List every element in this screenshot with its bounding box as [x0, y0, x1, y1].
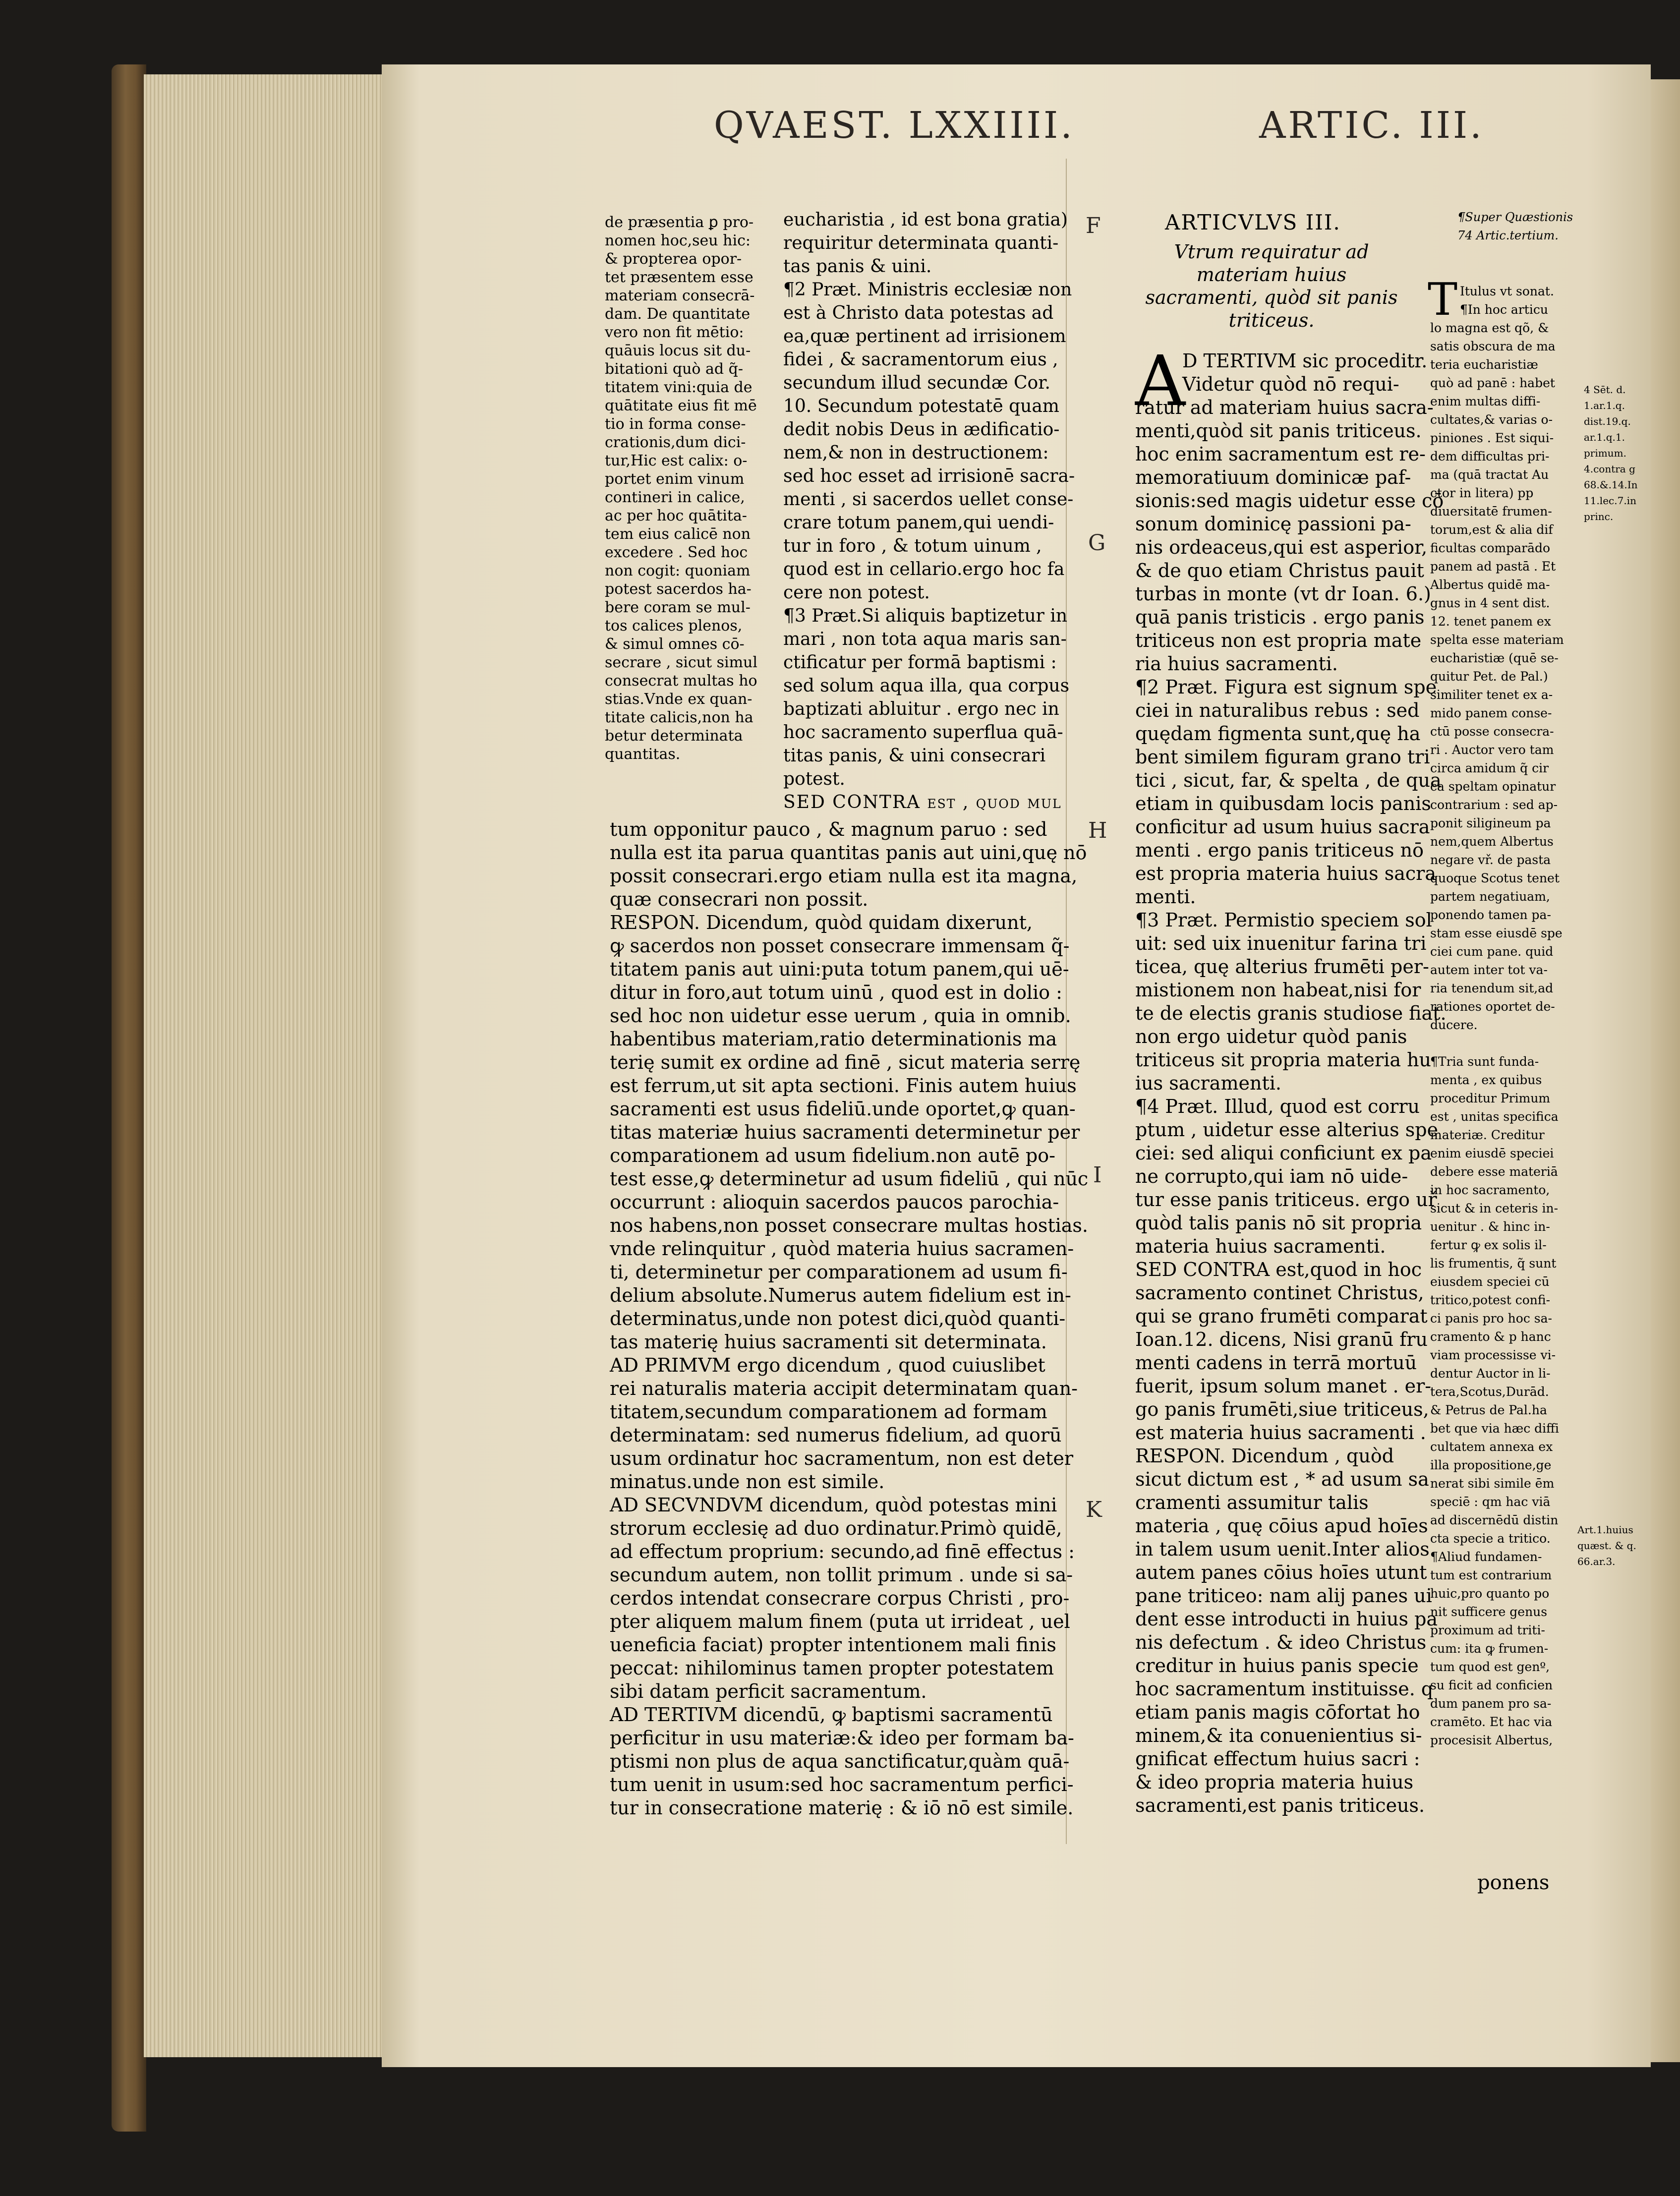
text-line: uit: sed uix inuenitur farina tri	[1135, 932, 1427, 954]
text-line: ad effectum proprium: secundo,ad finē effectus :	[610, 1541, 1075, 1562]
text-line: triticeus sit propria materia hu	[1135, 1049, 1432, 1071]
text-line: tritico,potest confi-	[1430, 1293, 1551, 1307]
text-line: occurrunt : alioquin sacerdos paucos parochia-	[610, 1191, 1059, 1213]
text-line: rei naturalis materia accipit determinatam quan-	[610, 1378, 1078, 1399]
text-line: triticeus.	[1228, 309, 1315, 331]
text-line: qui se grano frumēti comparat	[1135, 1305, 1428, 1327]
text-line: panem ad pastā . Et	[1430, 559, 1556, 574]
text-line: secundum autem, non tollit primum . unde si sa-	[610, 1564, 1073, 1586]
text-line: te de electis granis studiose fiat.	[1135, 1002, 1447, 1024]
section-marker-f: F	[1086, 213, 1101, 238]
text-line: determinatam: sed numerus fidelium, ad quorū	[610, 1424, 1062, 1446]
text-line: ficultas comparādo	[1430, 541, 1551, 555]
text-line: ¶4 Præt. Illud, quod est corru	[1135, 1096, 1420, 1117]
text-line: ca speltam opinatur	[1430, 779, 1556, 794]
text-line: strorum ecclesię ad duo ordinatur.Primò quidē,	[610, 1517, 1062, 1539]
text-line: & simul omnes cō-	[605, 636, 745, 653]
running-head-article: ARTIC. III.	[1259, 104, 1484, 147]
text-line: nerat sibi simile ēm	[1430, 1476, 1555, 1491]
commentary-heading	[1457, 208, 1573, 245]
text-line: fertur ꝙ ex solis il-	[1430, 1238, 1547, 1252]
text-line: gnus in 4 sent dist.	[1430, 596, 1550, 610]
text-line: titas materiæ huius sacramenti determinetur per	[610, 1121, 1080, 1143]
commentary-column	[1430, 283, 1564, 1750]
book-cover	[112, 64, 146, 2132]
text-line: tur,Hic est calix: o-	[605, 452, 748, 469]
text-line: hoc enim sacramentum est re-	[1135, 443, 1426, 465]
text-line: betur determinata	[605, 727, 743, 745]
text-line: ma (quā tractat Au	[1430, 467, 1549, 482]
text-line: Ioan.12. dicens, Nisi granū fru	[1135, 1329, 1428, 1350]
text-line: AD SECVNDVM dicendum, quòd potestas mini	[610, 1494, 1057, 1516]
text-line: excedere . Sed hoc	[605, 544, 748, 561]
text-line: sed hoc non uidetur esse uerum , quia in omnib.	[610, 1005, 1071, 1027]
text-line: titatem panis aut uini:puta totum panem,qui uē-	[610, 958, 1069, 980]
text-line: habentibus materiam,ratio determinationis ma	[610, 1028, 1057, 1050]
text-line: minem,& ita conuenientius si-	[1135, 1725, 1422, 1746]
text-line: ctificatur per formā baptismi :	[783, 652, 1057, 673]
margin-notes-top	[1584, 382, 1638, 524]
text-line: huic,pro quanto po	[1430, 1586, 1550, 1601]
article-heading: ARTICVLVS III.	[1165, 210, 1341, 234]
text-line: eucharistia , id est bona gratia)	[783, 210, 1068, 230]
text-line: mistionem non habeat,nisi for	[1135, 979, 1421, 1001]
text-line: fidei , & sacramentorum eius ,	[783, 349, 1058, 370]
text-line: tum uenit in usum:sed hoc sacramentum perfici-	[610, 1774, 1074, 1795]
text-line: ponendo tamen pa-	[1430, 908, 1551, 922]
text-line: non ergo uidetur quòd panis	[1135, 1026, 1407, 1047]
text-line: Vtrum requiratur ad materiam huius	[1174, 241, 1369, 286]
text-line: ria tenendum sit,ad	[1430, 981, 1554, 995]
text-line: rationes oportet de-	[1430, 999, 1555, 1014]
text-line: tur esse panis triticeus. ergo uř	[1135, 1189, 1437, 1211]
text-line: 68.&.14.In	[1584, 479, 1638, 491]
text-line: illa propositione,ge	[1430, 1458, 1552, 1472]
text-line: comparationem ad usum fidelium.non autē po-	[610, 1145, 1055, 1166]
text-line: 10. Secundum potestatē quam	[783, 396, 1059, 416]
text-line: menti,quòd sit panis triticeus.	[1135, 420, 1422, 442]
text-line: est materia huius sacramenti .	[1135, 1422, 1426, 1444]
text-line: sionis:sed magis uidetur esse cō	[1135, 490, 1444, 512]
text-line: usum ordinatur hoc sacramentum, non est deter	[610, 1447, 1074, 1469]
text-line: Art.1.huius	[1577, 1524, 1633, 1536]
text-line: ptismi non plus de aqua sanctificatur,quàm quā-	[610, 1750, 1070, 1772]
text-line: 12. tenet panem ex	[1430, 614, 1551, 629]
text-line: ponit siligineum pa	[1430, 816, 1551, 830]
text-line: tum quod est genº,	[1430, 1660, 1550, 1674]
text-line: materia huius sacramenti.	[1135, 1235, 1386, 1257]
text-line: tum est contrarium	[1430, 1568, 1552, 1582]
text-line: sed hoc esset ad irrisionē sacra-	[783, 466, 1075, 486]
text-line: su ficit ad conficien	[1430, 1678, 1553, 1692]
narrow-commentary-column	[605, 213, 757, 763]
text-line: titate calicis,non ha	[605, 709, 753, 726]
text-line: ri . Auctor vero tam	[1430, 743, 1554, 757]
text-line: dem difficultas pri-	[1430, 449, 1550, 463]
text-line: titatem,secundum comparationem ad formam	[610, 1401, 1047, 1423]
text-line: hoc sacramento superflua quā-	[783, 722, 1063, 743]
text-line: mari , non tota aqua maris san-	[783, 629, 1067, 649]
text-line: quā panis tristicis . ergo panis	[1135, 606, 1425, 628]
text-line: nos habens,non posset consecrare multas hostias.	[610, 1214, 1089, 1236]
text-line: quantitas.	[605, 746, 681, 763]
text-line: memoratiuum dominicæ paf-	[1135, 466, 1411, 488]
text-line: cramēto. Et hac via	[1430, 1715, 1553, 1729]
text-line: cultates,& varias o-	[1430, 412, 1553, 427]
text-line: nem,& non in destructionem:	[783, 443, 1049, 463]
text-line: cerdos intendat consecrare corpus Christi , pro-	[610, 1587, 1070, 1609]
text-line: stam esse eiusdē spe	[1430, 926, 1563, 940]
section-marker-i: I	[1093, 1162, 1102, 1188]
text-line: in talem usum uenit.Inter alios	[1135, 1538, 1430, 1560]
margin-notes-bottom	[1577, 1522, 1636, 1569]
text-line: potest sacerdos ha-	[605, 580, 752, 598]
section-marker-k: K	[1086, 1497, 1102, 1522]
text-line: nit sufficere genus	[1430, 1605, 1548, 1619]
running-head-question: QVAEST. LXXIIII.	[714, 104, 1075, 147]
text-line: secundum illud secundæ Cor.	[783, 373, 1050, 393]
text-line: dam. De quantitate	[605, 305, 751, 323]
text-line: contrarium : sed ap-	[1430, 798, 1558, 812]
main-column-b	[1135, 341, 1447, 1817]
text-line: bent similem figuram grano tri	[1135, 746, 1430, 768]
text-line: ¶Aliud fundamen-	[1430, 1550, 1542, 1564]
text-line: gnificat effectum huius sacri :	[1135, 1748, 1420, 1770]
text-line: ar.1.q.1.	[1584, 431, 1625, 443]
text-line: lo magna est qõ, &	[1430, 321, 1549, 335]
text-line: pter aliquem malum finem (puta ut irrideat , uel	[610, 1611, 1070, 1632]
text-line: sacramento continet Christus,	[1135, 1282, 1424, 1304]
text-line: titatem vini:quia de	[605, 379, 753, 396]
text-line: debere esse materiā	[1430, 1164, 1558, 1179]
section-marker-h: H	[1088, 818, 1107, 843]
text-line: & Petrus de Pal.ha	[1430, 1403, 1547, 1417]
text-line: creditur in huius panis specie	[1135, 1655, 1419, 1676]
text-line: torum,est & alia dif	[1430, 522, 1553, 537]
text-line: ctor in litera) pp	[1430, 486, 1534, 500]
text-line: 1.ar.1.q.	[1584, 400, 1625, 411]
text-line: tera,Scotus,Durād.	[1430, 1385, 1549, 1399]
text-line: teria eucharistiæ	[1430, 357, 1538, 372]
text-line: bitationi quò ad q̃-	[605, 360, 743, 378]
article-question	[1125, 240, 1418, 332]
main-column-a-bottom	[610, 818, 1088, 1820]
text-line: tur in foro , & totum uinum ,	[783, 536, 1042, 556]
text-line: dedit nobis Deus in ædificatio-	[783, 419, 1060, 440]
text-line: ne corrupto,qui iam nō uide-	[1135, 1165, 1408, 1187]
text-line: AD TERTIVM dicendū, ꝙ baptismi sacramentū	[610, 1704, 1053, 1726]
text-line: crationis,dum dici-	[605, 434, 746, 451]
text-line: lis frumentis, q̃ sunt	[1430, 1256, 1557, 1271]
text-line: ria huius sacramenti.	[1135, 653, 1338, 675]
text-line: satis obscura de ma	[1430, 339, 1556, 353]
text-line: etiam panis magis cōfortat ho	[1135, 1701, 1420, 1723]
text-line: sibi datam perficit sacramentum.	[610, 1680, 927, 1702]
text-line: tici , sicut, far, & spelta , de qua	[1135, 769, 1442, 791]
text-line: test esse,ꝙ determinetur ad usum fideliū , qui nūc	[610, 1168, 1089, 1190]
text-line: vero non fit mētio:	[605, 324, 744, 341]
text-line: ptum , uidetur esse alterius spe	[1135, 1119, 1439, 1141]
text-line: non cogit: quoniam	[605, 562, 751, 579]
text-line: quāuis locus sit du-	[605, 342, 751, 359]
text-line: dentur Auctor in li-	[1430, 1366, 1551, 1381]
text-line: tem eius calicē non	[605, 525, 751, 543]
text-line: sicut & in ceteris in-	[1430, 1201, 1559, 1215]
text-line: ueneficia faciat) propter intentionem mali finis	[610, 1634, 1056, 1656]
text-line: in hoc sacramento,	[1430, 1183, 1550, 1197]
text-line: cere non potest.	[783, 582, 930, 603]
text-line: quod est in cellario.ergo hoc fa	[783, 559, 1065, 579]
page-fore-edge	[144, 74, 382, 2057]
main-column-a-top	[783, 208, 1075, 814]
text-line: & ideo propria materia huius	[1135, 1771, 1414, 1793]
text-line: mido panem conse-	[1430, 706, 1552, 720]
text-line: nulla est ita parua quantitas panis aut uini,quę nō	[610, 842, 1087, 864]
text-line: ea,quæ pertinent ad irrisionem	[783, 326, 1066, 347]
text-line: est , unitas specifica	[1430, 1109, 1559, 1124]
text-line: diuersitatē frumen-	[1430, 504, 1552, 519]
text-line: ciei: sed aliqui conficiunt ex pa	[1135, 1142, 1432, 1164]
text-line: circa amidum q̃ cir	[1430, 761, 1549, 775]
text-line: fuerit, ipsum solum manet . er-	[1135, 1375, 1432, 1397]
text-line: Videtur quòd nō requi-	[1182, 373, 1399, 395]
text-line: minatus.unde non est simile.	[610, 1471, 885, 1493]
text-line: consecrat multas ho	[605, 672, 757, 690]
text-line: 11.lec.7.in	[1584, 495, 1636, 507]
text-line: cum: ita ꝙ frumen-	[1430, 1641, 1549, 1656]
text-line: piniones . Est siqui-	[1430, 431, 1554, 445]
text-line: speciē : qm hac viā	[1430, 1495, 1551, 1509]
text-line: portet enim vinum	[605, 470, 745, 488]
text-line: 66.ar.3.	[1577, 1556, 1616, 1567]
text-line: cramenti assumitur talis	[1135, 1492, 1369, 1513]
text-line: ratur ad materiam huius sacra-	[1135, 397, 1434, 418]
text-line: dist.19.q.	[1584, 415, 1631, 427]
drop-capital-t: T	[1428, 274, 1458, 326]
text-line: sed solum aqua illa, qua corpus	[783, 676, 1070, 696]
text-line: cultatem annexa ex	[1430, 1440, 1553, 1454]
text-line: AD PRIMVM ergo dicendum , quod cuiuslibet	[610, 1354, 1045, 1376]
section-marker-g: G	[1088, 530, 1106, 556]
text-line: turbas in monte (vt dr Ioan. 6.)	[1135, 583, 1431, 605]
text-line: etiam in quibusdam locis panis	[1135, 793, 1431, 814]
text-line: peccat: nihilominus tamen propter potestatem	[610, 1657, 1054, 1679]
text-line: est ferrum,ut sit apta sectioni. Finis autem huius	[610, 1075, 1077, 1097]
text-line: tio in forma conse-	[605, 415, 746, 433]
text-line: tet præsentem esse	[605, 269, 753, 286]
text-line: titas panis, & uini consecrari	[783, 746, 1046, 766]
text-line: nomen hoc,seu hic:	[605, 232, 751, 249]
text-line: est à Christo data potestas ad	[783, 303, 1054, 323]
text-line: hoc sacramentum instituisse. q	[1135, 1678, 1434, 1700]
text-line: bere coram se mul-	[605, 599, 751, 616]
text-line: ci panis pro hoc sa-	[1430, 1311, 1552, 1326]
text-line: materia , quę cōius apud hoīes	[1135, 1515, 1428, 1537]
text-line: menti cadens in terrā mortuū	[1135, 1352, 1417, 1374]
text-line: nis defectum . & ideo Christus	[1135, 1631, 1427, 1653]
text-line: determinatus,unde non potest dici,quòd quanti-	[610, 1308, 1066, 1329]
text-line: sacramenti, quòd sit panis	[1145, 287, 1398, 308]
text-line: proceditur Primum	[1430, 1091, 1551, 1105]
text-line: contineri in calice,	[605, 489, 745, 506]
text-line: procesisit Albertus,	[1430, 1733, 1553, 1747]
text-line: vnde relinquitur , quòd materia huius sacramen-	[610, 1238, 1074, 1260]
text-line: eucharistiæ (quē se-	[1430, 651, 1559, 665]
text-line: ¶Super Quæstionis	[1457, 210, 1573, 224]
text-line: triticeus non est propria mate	[1135, 630, 1422, 651]
text-line: quoque Scotus tenet	[1430, 871, 1560, 885]
text-line: quitur Pet. de Pal.)	[1430, 669, 1548, 684]
text-line: 4 Sēt. d.	[1584, 384, 1626, 396]
text-line: ius sacramenti.	[1135, 1072, 1281, 1094]
text-line: 4.contra g	[1584, 463, 1635, 475]
text-line: ¶2 Præt. Figura est signum spe	[1135, 676, 1437, 698]
text-line: perficitur in usu materiæ:& ideo per formam ba-	[610, 1727, 1074, 1749]
text-line: proximum ad triti-	[1430, 1623, 1545, 1637]
text-line: tas panis & uini.	[783, 256, 932, 277]
text-line: quæ consecrari non possit.	[610, 888, 869, 910]
text-line: est propria materia huius sacra	[1135, 863, 1436, 884]
text-line: ¶3 Præt. Permistio speciem sol	[1135, 909, 1432, 931]
text-line: tur in consecratione materię : & iō nō est simile.	[610, 1797, 1074, 1819]
text-line: dent esse introducti in huius pa	[1135, 1608, 1438, 1630]
text-line: eiusdem speciei cū	[1430, 1274, 1550, 1289]
text-line: stias.Vnde ex quan-	[605, 691, 753, 708]
text-line: enim multas diffi-	[1430, 394, 1541, 408]
text-line: menta , ex quibus	[1430, 1073, 1542, 1087]
text-line: primum.	[1584, 447, 1626, 459]
text-line: ciei cum pane. quid	[1430, 944, 1554, 959]
text-line: tos calices plenos,	[605, 617, 743, 635]
catchword: ponens	[1477, 1871, 1550, 1894]
text-line: ¶2 Præt. Ministris ecclesiæ non	[783, 280, 1072, 300]
text-line: ¶In hoc articu	[1460, 302, 1548, 317]
text-line: ꝙ sacerdos non posset consecrare immensam q̃-	[610, 935, 1070, 957]
text-line: crare totum panem,qui uendi-	[783, 513, 1054, 533]
text-line: cta specie a tritico.	[1430, 1531, 1551, 1546]
text-line: cramento & p hanc	[1430, 1329, 1551, 1344]
text-line: ctū posse consecra-	[1430, 724, 1554, 739]
text-line: sacramenti est usus fideliū.unde oportet,ꝙ quan-	[610, 1098, 1076, 1120]
text-line: de præsentia ꝑ pro-	[605, 214, 754, 231]
text-line: nis ordeaceus,qui est asperior,	[1135, 536, 1428, 558]
text-line: viam processisse vi-	[1430, 1348, 1556, 1362]
text-line: menti , si sacerdos uellet conse-	[783, 489, 1074, 510]
text-line: D TERTIVM sic proceditr.	[1182, 350, 1428, 372]
text-line: quòd talis panis nō sit propria	[1135, 1212, 1422, 1234]
drop-capital-a: A	[1135, 341, 1186, 422]
text-line: quæst. & q.	[1577, 1540, 1636, 1552]
text-line: spelta esse materiam	[1430, 633, 1564, 647]
text-line: & propterea opor-	[605, 250, 742, 268]
text-line: & de quo etiam Christus pauit	[1135, 560, 1424, 581]
text-line: ¶3 Præt.Si aliquis baptizetur in	[783, 606, 1068, 626]
text-line: tas materię huius sacramenti sit determinata.	[610, 1331, 1047, 1353]
text-line: possit consecrari.ergo etiam nulla est ita magna,	[610, 865, 1078, 887]
text-line: conficitur ad usum huius sacra	[1135, 816, 1430, 838]
text-line: negare vř. de pasta	[1430, 853, 1551, 867]
text-line: similiter tenet ex a-	[1430, 688, 1553, 702]
text-line: secrare , sicut simul	[605, 654, 757, 671]
text-line: quātitate eius fit mē	[605, 397, 757, 414]
text-line: nem,quem Albertus	[1430, 834, 1554, 849]
text-line: partem negatiuam,	[1430, 889, 1550, 904]
text-line: ¶Tria sunt funda-	[1430, 1054, 1539, 1069]
text-line: 74 Artic.tertium.	[1457, 229, 1559, 242]
text-line: sonum dominicę passioni pa-	[1135, 513, 1411, 535]
text-line: SED CONTRA est,quod in hoc	[1135, 1259, 1422, 1280]
text-line	[1430, 1035, 1564, 1053]
text-line: quò ad panē : habet	[1430, 376, 1555, 390]
text-line: Albertus quidē ma-	[1430, 578, 1550, 592]
text-line: princ.	[1584, 511, 1614, 522]
text-line: autem inter tot va-	[1430, 963, 1548, 977]
text-line: ti, determinetur per comparationem ad usum fi-	[610, 1261, 1068, 1283]
text-line: tum opponitur pauco , & magnum paruo : sed	[610, 818, 1047, 840]
text-line: go panis frumēti,siue triticeus,	[1135, 1398, 1429, 1420]
text-line: sicut dictum est , * ad usum sa	[1135, 1468, 1429, 1490]
text-line: RESPON. Dicendum, quòd quidam dixerunt,	[610, 912, 1033, 933]
text-line: baptizati abluitur . ergo nec in	[783, 699, 1059, 719]
text-line: ducere.	[1430, 1018, 1478, 1032]
text-line: sacramenti,est panis triticeus.	[1135, 1794, 1425, 1816]
text-line: pane triticeo: nam alij panes ui	[1135, 1585, 1432, 1607]
text-line: enim eiusdē speciei	[1430, 1146, 1554, 1160]
text-line: RESPON. Dicendum , quòd	[1135, 1445, 1394, 1467]
text-line: terię sumit ex ordine ad finē , sicut materia serrę	[610, 1051, 1081, 1073]
text-line: potest.	[783, 769, 845, 789]
text-line: materiæ. Creditur	[1430, 1128, 1545, 1142]
text-line: ticea, quę alterius frumēti per-	[1135, 956, 1429, 978]
text-line: SED CONTRA est , quod mul	[783, 792, 1062, 812]
text-line: menti.	[1135, 886, 1196, 908]
text-line: ciei in naturalibus rebus : sed	[1135, 699, 1420, 721]
text-line: requiritur determinata quanti-	[783, 233, 1059, 253]
text-line: dum panem pro sa-	[1430, 1696, 1552, 1711]
text-line: autem panes cōius hoīes utunt	[1135, 1561, 1427, 1583]
text-line: menti . ergo panis triticeus nō	[1135, 839, 1424, 861]
text-line: Itulus vt sonat.	[1460, 284, 1554, 298]
text-line: quędam figmenta sunt,quę ha	[1135, 723, 1421, 745]
text-line: delium absolute.Numerus autem fidelium est in-	[610, 1284, 1071, 1306]
text-line: ditur in foro,aut totum uinū , quod est in dolio :	[610, 982, 1062, 1003]
text-line: ad discernēdū distin	[1430, 1513, 1559, 1527]
text-line: ac per hoc quātita-	[605, 507, 747, 524]
text-line: uenitur . & hinc in-	[1430, 1219, 1550, 1234]
text-line: materiam consecrā-	[605, 287, 755, 304]
text-line: bet que via hæc diffi	[1430, 1421, 1559, 1436]
